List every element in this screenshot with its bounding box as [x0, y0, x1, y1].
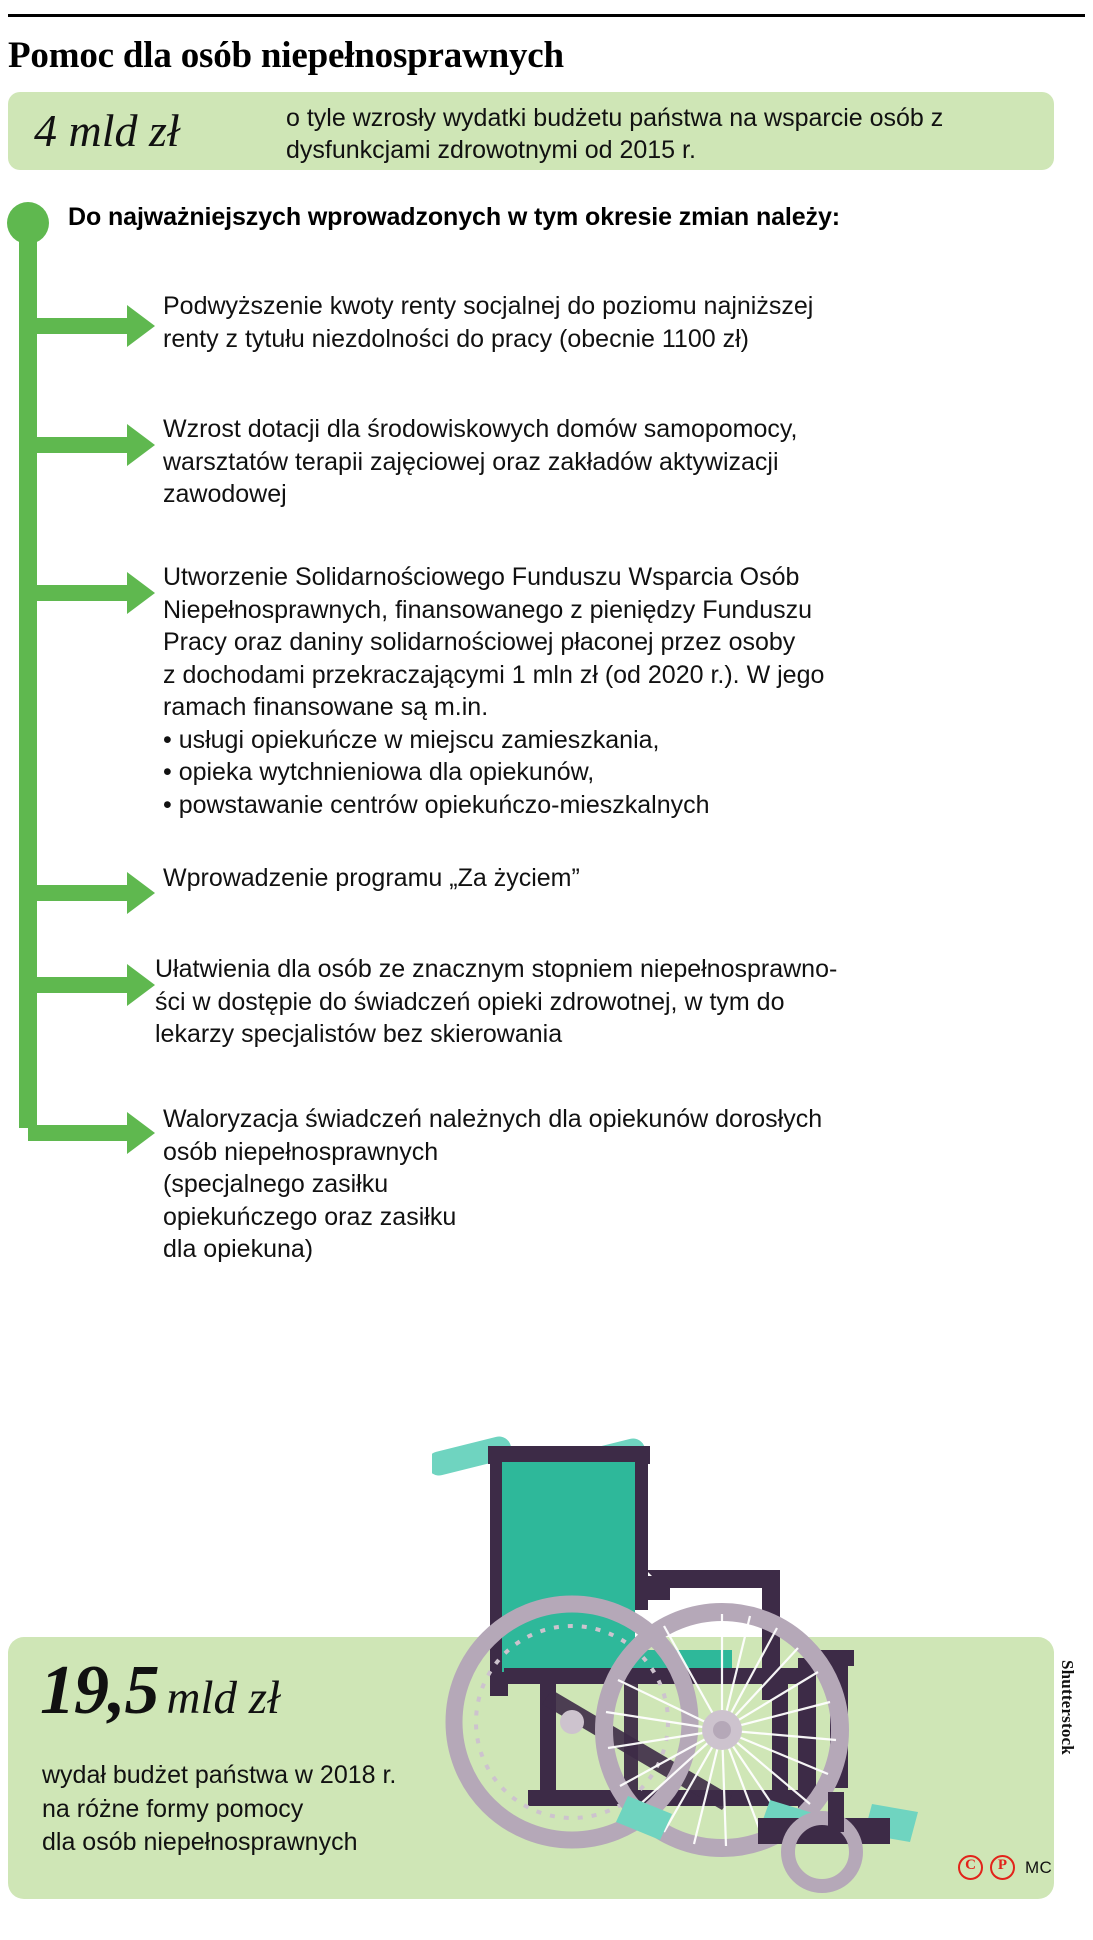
list-item-3-bullet-3: • powstawanie centrów opiekuńczo-mieszkalnych: [163, 790, 710, 819]
bottom-desc-line-1: wydał budżet państwa w 2018 r.: [42, 1761, 397, 1789]
list-item-4: [163, 862, 1063, 895]
bottom-callout-amount-unit: mld zł: [166, 1672, 281, 1724]
timeline-arrow-3: [28, 572, 155, 614]
copyright-icon: C: [958, 1855, 983, 1880]
page-title: Pomoc dla osób niepełnosprawnych: [8, 35, 564, 76]
list-item-6-line-4: opiekuńczego oraz zasiłku: [163, 1202, 457, 1231]
list-item-5-line-2: ści w dostępie do świadczeń opieki zdrowotnej, w tym do: [155, 987, 785, 1016]
bottom-callout-amount: [40, 1651, 280, 1731]
bottom-desc-line-2: na różne formy pomocy: [42, 1794, 304, 1823]
list-item-3-bullet-2: • opieka wytchnieniowa dla opiekunów,: [163, 758, 595, 786]
top-divider: [8, 14, 1085, 17]
timeline-arrow-6: [28, 1112, 155, 1154]
list-item-4-line-1: Wprowadzenie programu „Za życiem”: [163, 864, 580, 892]
timeline-arrow-2: [28, 424, 155, 466]
list-item-3-bullet-1: • usługi opiekuńcze w miejscu zamieszkania,: [163, 725, 660, 754]
timeline-arrow-5: [28, 964, 155, 1006]
list-item-3-line-3: Pracy oraz daniny solidarnościowej płaconej przez osoby: [163, 628, 796, 656]
list-item-2-line-3: zawodowej: [163, 480, 287, 508]
lead-heading: Do najważniejszych wprowadzonych w tym okresie zmian należy:: [68, 203, 840, 231]
list-item-6-line-1: Waloryzacja świadczeń należnych dla opiekunów dorosłych: [163, 1105, 823, 1133]
bottom-callout-description: [42, 1759, 562, 1860]
list-item-5-line-3: lekarzy specjalistów bez skierowania: [155, 1020, 563, 1048]
bottom-callout-amount-number: 19,5: [40, 1652, 159, 1729]
list-item-3: [163, 561, 1083, 821]
list-item-3-line-1: Utworzenie Solidarnościowego Funduszu Wsparcia Osób: [163, 563, 800, 591]
list-item-3-line-2: Niepełnosprawnych, finansowanego z pieniędzy Funduszu: [163, 595, 813, 624]
author-initials: MC: [1025, 1857, 1053, 1877]
phonogram-icon: P: [990, 1855, 1015, 1880]
list-item-2-line-2: warsztatów terapii zajęciowej oraz zakładów aktywizacji: [163, 447, 779, 476]
list-item-6: [163, 1103, 1063, 1266]
list-item-6-line-2: osób niepełnosprawnych: [163, 1137, 439, 1166]
top-callout-description: o tyle wzrosły wydatki budżetu państwa na wsparcie osób z dysfunkcjami zdrowotnymi od 2015 r.: [286, 104, 944, 164]
list-item-1: [163, 290, 1063, 355]
bottom-callout-content: [8, 1637, 1054, 1899]
list-item-2: [163, 413, 1063, 511]
list-item-3-line-4: z dochodami przekraczającymi 1 mln zł (od 2020 r.). W jego: [163, 660, 825, 689]
timeline-arrow-4: [28, 872, 155, 914]
list-item-3-line-5: ramach finansowane są m.in.: [163, 693, 489, 721]
top-callout-amount: 4 mld zł: [34, 105, 180, 156]
list-item-2-line-1: Wzrost dotacji dla środowiskowych domów samopomocy,: [163, 415, 798, 443]
list-item-5-line-1: Ułatwienia dla osób ze znacznym stopniem niepełnosprawno-: [155, 955, 838, 983]
list-item-1-line-2: renty z tytułu niezdolności do pracy (obecnie 1100 zł): [163, 324, 749, 353]
list-item-1-line-1: Podwyższenie kwoty renty socjalnej do poziomu najniższej: [163, 292, 814, 320]
copyright-credit: [958, 1855, 1052, 1880]
bottom-desc-line-3: dla osób niepełnosprawnych: [42, 1828, 358, 1856]
list-item-6-line-3: (specjalnego zasiłku: [163, 1170, 389, 1198]
image-source-credit: Shutterstock: [1058, 1660, 1077, 1755]
list-item-6-line-5: dla opiekuna): [163, 1235, 314, 1263]
list-item-5: [155, 953, 1085, 1051]
timeline-arrow-1: [28, 305, 155, 347]
top-callout-panel: [8, 92, 1054, 170]
